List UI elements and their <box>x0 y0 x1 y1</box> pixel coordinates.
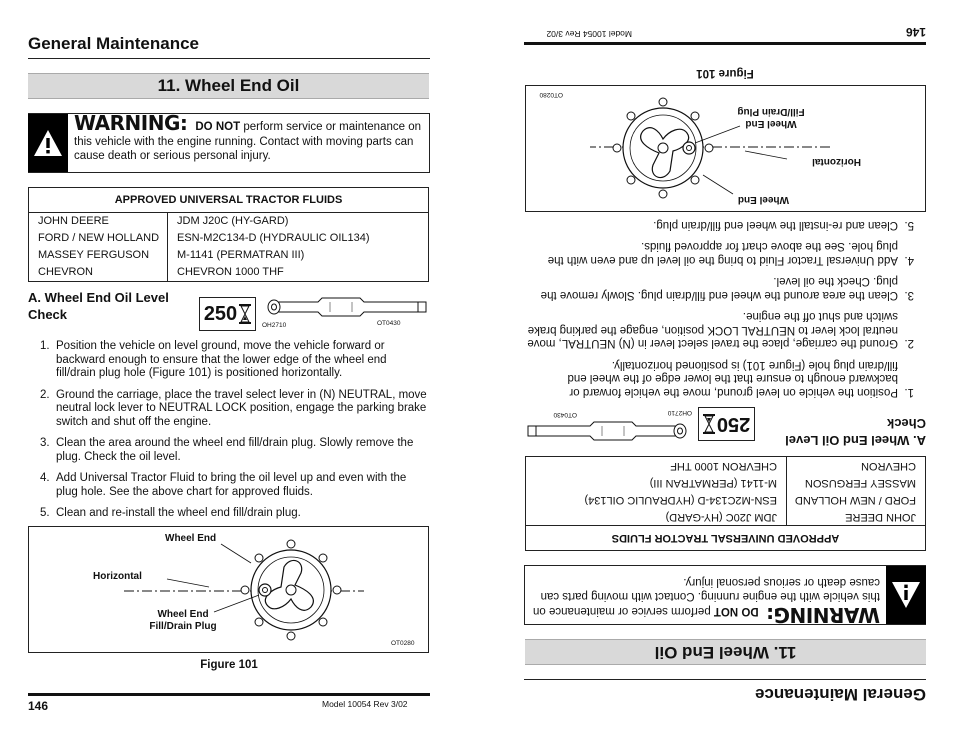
approved-fluids-table <box>28 187 429 282</box>
hourglass-icon <box>703 414 715 434</box>
model-revision: Model 10054 Rev 3/02 <box>322 699 408 709</box>
table-title: APPROVED UNIVERSAL TRACTOR FLUIDS <box>29 188 428 213</box>
step-number: 4. <box>40 472 50 484</box>
brand-cell: FORD / NEW HOLLAND <box>29 230 168 247</box>
fluid-cell: ESN-M2C134-D (HYDRAULIC OIL134) <box>584 494 777 506</box>
page-header-title: General Maintenance <box>754 685 926 704</box>
approved-fluids-table <box>525 456 926 551</box>
figure-caption: Figure 101 <box>696 67 754 79</box>
model-revision: Model 10054 Rev 3/02 <box>546 29 632 39</box>
page-number: 146 <box>905 25 926 39</box>
fluid-cell: M-1141 (PERMATRAN III) <box>177 249 305 261</box>
table-row <box>526 474 925 491</box>
step-text: Ground the carriage, place the travel select lever in (N) NEUTRAL, move neutral lock lever to NEUTRAL LOCK position, engage the parking brake switch and shut off the engine. <box>527 310 898 350</box>
service-interval-box <box>698 407 755 441</box>
table-title: APPROVED UNIVERSAL TRACTOR FLUIDS <box>526 525 925 550</box>
warning-icon <box>886 566 926 624</box>
step-text: Add Universal Tractor Fluid to bring the oil level up and even with the plug hole. See the above chart for approved fluids. <box>56 472 407 498</box>
step-text: Position the vehicle on level ground, move the vehicle forward or backward enough to ensure that the lower edge of the wheel end fill/drain plug hole (Figure 101) is positioned horizontally. <box>56 340 387 379</box>
page-number: 146 <box>28 699 49 713</box>
warning-box <box>524 565 926 625</box>
step-text: Position the vehicle on level ground, move the vehicle forward or backward enough to ensure that the lower edge of the wheel end fill/drain plug hole (Figure 101) is positioned horizontally. <box>567 359 898 398</box>
step-number: 1. <box>904 386 914 398</box>
list-item <box>40 472 428 499</box>
list-item <box>526 274 914 301</box>
procedure-steps <box>526 210 914 399</box>
service-interval-value: 250 <box>203 302 238 325</box>
figure-code: OH2710 <box>262 322 287 329</box>
warning-word: WARNING: <box>74 111 188 135</box>
table-row <box>526 491 925 508</box>
step-text: Clean the area around the wheel end fill/drain plug. Slowly remove the plug. Check the oil level. <box>540 275 898 301</box>
label-fill-drain-line2: Fill/Drain Plug <box>737 106 805 117</box>
step-text: Clean the area around the wheel end fill/drain plug. Slowly remove the plug. Check the oil level. <box>56 437 414 463</box>
table-row <box>526 508 925 525</box>
step-text: Add Universal Tractor Fluid to bring the oil level up and even with the plug hole. See the above chart for approved fluids. <box>547 240 898 266</box>
step-number: 3. <box>904 289 914 301</box>
table-row <box>29 230 428 247</box>
list-item <box>526 218 914 232</box>
figure-caption: Figure 101 <box>200 659 258 671</box>
label-horizontal: Horizontal <box>93 571 142 582</box>
dipstick-diagram <box>524 404 694 448</box>
label-fill-drain-plug <box>725 105 817 129</box>
warning-body: perform service or maintenance on this vehicle with the engine running. Contact with moving parts can cause death or serious personal injury. <box>532 576 880 617</box>
service-interval-box <box>199 297 256 331</box>
wheel-end-diagram <box>29 527 428 652</box>
warning-body: perform service or maintenance on this vehicle with the engine running. Contact with moving parts can cause death or serious personal injury. <box>74 121 422 162</box>
figure-101 <box>525 85 926 212</box>
service-interval-value: 250 <box>716 413 751 436</box>
figure-code: OT0430 <box>377 320 401 327</box>
warning-word: WARNING: <box>766 603 880 627</box>
footer-rule <box>524 42 926 45</box>
label-fill-drain-plug <box>137 609 229 633</box>
list-item <box>526 309 914 350</box>
section-title: 11. Wheel End Oil <box>28 73 429 99</box>
step-number: 4. <box>904 254 914 266</box>
warning-text <box>74 111 424 164</box>
warning-emphasis: DO NOT <box>195 121 241 133</box>
label-wheel-end: Wheel End <box>737 194 789 205</box>
step-number: 1. <box>40 340 50 352</box>
dipstick-diagram <box>260 290 430 334</box>
hourglass-icon <box>239 304 251 324</box>
table-row <box>526 457 925 474</box>
fluid-cell: JDM J20C (HY-GARD) <box>665 511 777 523</box>
label-fill-drain-line1: Wheel End <box>745 118 797 129</box>
warning-emphasis: DO NOT <box>713 605 759 617</box>
table-row <box>29 264 428 281</box>
brand-cell: JOHN DEERE <box>29 213 168 230</box>
brand-cell: CHEVRON <box>786 457 925 474</box>
list-item <box>40 388 428 430</box>
figure-101 <box>28 526 429 653</box>
fluid-cell: JDM J20C (HY-GARD) <box>177 215 289 227</box>
figure-code: OT0280 <box>391 640 415 647</box>
table-row <box>29 213 428 230</box>
list-item <box>526 358 914 399</box>
step-number: 2. <box>40 388 50 401</box>
warning-icon <box>28 114 68 172</box>
step-number: 5. <box>40 507 50 519</box>
figure-code: OT0430 <box>553 411 577 418</box>
warning-box <box>28 113 430 173</box>
header-rule <box>524 679 926 680</box>
label-horizontal: Horizontal <box>812 156 861 167</box>
step-text: Clean and re-install the wheel end fill/drain plug. <box>653 219 898 231</box>
step-number: 2. <box>904 337 914 350</box>
fluid-cell: CHEVRON 1000 THF <box>670 460 777 472</box>
figure-code: OT0280 <box>539 91 563 98</box>
table-row <box>29 247 428 264</box>
step-text: Ground the carriage, place the travel select lever in (N) NEUTRAL, move neutral lock lever to NEUTRAL LOCK position, engage the parking brake switch and shut off the engine. <box>56 388 427 428</box>
fluid-cell: M-1141 (PERMATRAN III) <box>649 477 777 489</box>
fluid-cell: CHEVRON 1000 THF <box>177 266 284 278</box>
brand-cell: MASSEY FERGUSON <box>29 247 168 264</box>
figure-code: OH2710 <box>667 409 692 416</box>
subsection-title: A. Wheel End Oil Level Check <box>785 416 926 448</box>
page-header-title: General Maintenance <box>28 34 200 53</box>
step-number: 3. <box>40 437 50 449</box>
subsection-title: A. Wheel End Oil Level Check <box>28 290 169 322</box>
brand-cell: FORD / NEW HOLLAND <box>786 491 925 508</box>
list-item <box>526 239 914 266</box>
footer-rule <box>28 693 430 696</box>
step-text: Clean and re-install the wheel end fill/drain plug. <box>56 507 301 519</box>
list-item <box>40 437 428 464</box>
list-item <box>40 340 428 381</box>
brand-cell: CHEVRON <box>29 264 168 281</box>
list-item <box>40 507 428 521</box>
brand-cell: JOHN DEERE <box>786 508 925 525</box>
procedure-steps <box>40 340 428 529</box>
fluid-cell: ESN-M2C134-D (HYDRAULIC OIL134) <box>177 232 370 244</box>
step-number: 5. <box>904 219 914 231</box>
right-page-inverted <box>477 0 954 738</box>
brand-cell: MASSEY FERGUSON <box>786 474 925 491</box>
section-title: 11. Wheel End Oil <box>525 639 926 665</box>
header-rule <box>28 58 430 59</box>
label-fill-drain-line1: Wheel End <box>157 609 209 620</box>
warning-text <box>530 575 880 627</box>
label-fill-drain-line2: Fill/Drain Plug <box>149 621 217 632</box>
label-wheel-end: Wheel End <box>165 533 217 544</box>
